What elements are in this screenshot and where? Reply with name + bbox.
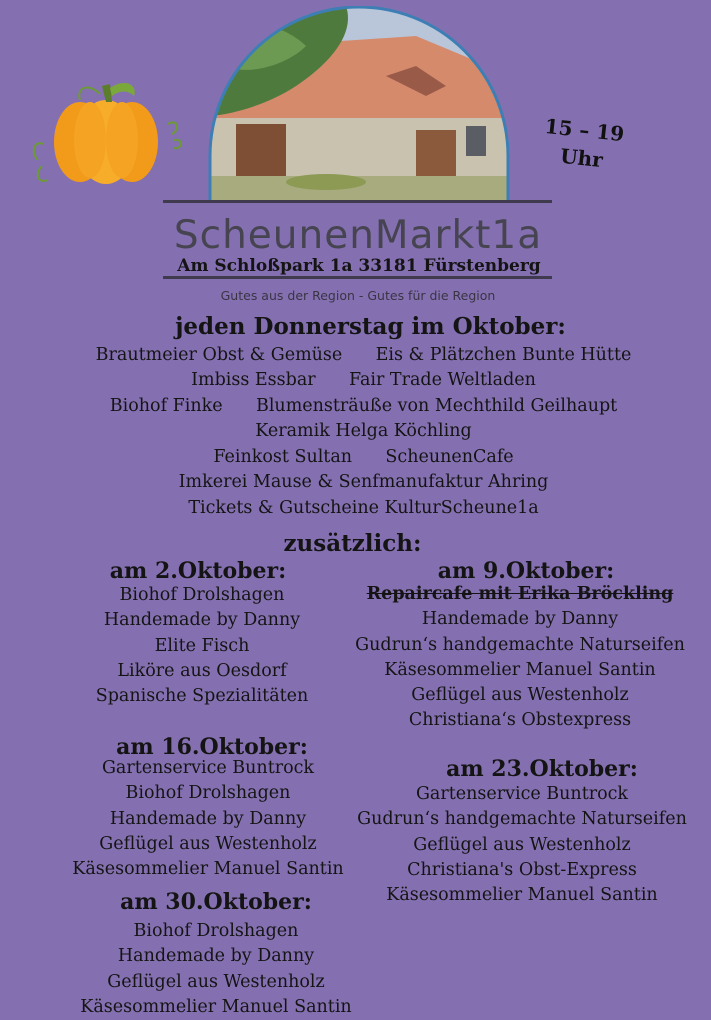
- time-unit: Uhr: [559, 143, 604, 173]
- divider-top: [163, 200, 552, 203]
- vendor-list-oct30: [66, 919, 366, 1020]
- list-item: Handemade by Danny: [103, 610, 301, 631]
- list-item: Käsesommelier Manuel Santin: [72, 859, 344, 880]
- list-item: Biohof Drolshagen: [119, 585, 285, 605]
- list-item: Tickets & Gutscheine KulturScheune1a: [188, 498, 539, 518]
- address: Am Schloßpark 1a 33181 Fürstenberg: [177, 256, 541, 276]
- time-range: 15 – 19: [543, 113, 626, 147]
- date-heading-oct9: am 9.Oktober:: [437, 558, 615, 584]
- list-item: Biohof Drolshagen: [125, 783, 291, 804]
- vendor-list-oct23: [342, 782, 702, 908]
- list-item: Liköre aus Oesdorf: [117, 660, 287, 681]
- list-item: Biohof Finke Blumensträuße von Mechthild Geilhaupt: [109, 396, 618, 416]
- list-item: Gartenservice Buntrock: [101, 758, 315, 778]
- list-item: Imkerei Mause & Senfmanufaktur Ahring: [178, 472, 549, 492]
- date-heading-oct2: am 2.Oktober:: [109, 558, 287, 584]
- tagline: Gutes aus der Region - Gutes für die Region: [220, 288, 496, 303]
- vendor-list-oct16: [58, 756, 358, 882]
- list-item: Christiana‘s Obstexpress: [408, 710, 632, 731]
- list-item: Keramik Helga Köchling: [255, 421, 472, 441]
- list-item: Brautmeier Obst & Gemüse Eis & Plätzchen Bunte Hütte: [95, 345, 632, 365]
- list-item: Geflügel aus Westenholz: [107, 971, 325, 992]
- barn-photo: [206, 6, 512, 202]
- vendor-list-oct9: [340, 582, 700, 734]
- list-item: Handemade by Danny: [117, 946, 315, 967]
- list-item: Elite Fisch: [154, 635, 250, 656]
- date-heading-oct23: am 23.Oktober:: [446, 756, 638, 782]
- list-item: Käsesommelier Manuel Santin: [386, 885, 658, 906]
- list-item: Feinkost Sultan ScheunenCafe: [213, 447, 514, 467]
- list-item: Handemade by Danny: [109, 808, 307, 829]
- list-item: Gudrun‘s handgemachte Naturseifen: [357, 809, 687, 830]
- page-title: ScheunenMarkt1a: [173, 213, 543, 258]
- list-item: Gartenservice Buntrock: [415, 784, 629, 804]
- opening-hours: [525, 110, 640, 177]
- weekly-heading: jeden Donnerstag im Oktober:: [175, 313, 566, 340]
- list-item: Handemade by Danny: [421, 609, 619, 630]
- cancelled-item: Repaircafe mit Erika Bröckling: [366, 584, 674, 604]
- date-heading-oct16: am 16.Oktober:: [116, 734, 308, 760]
- pumpkin-icon: [28, 74, 184, 198]
- list-item: Spanische Spezialitäten: [95, 686, 309, 707]
- list-item: Imbiss Essbar Fair Trade Weltladen: [191, 370, 536, 390]
- divider-bottom: [163, 276, 552, 279]
- extra-heading: zusätzlich:: [283, 530, 422, 557]
- vendor-list-oct2: [52, 583, 352, 709]
- list-item: Biohof Drolshagen: [133, 921, 299, 941]
- list-item: Käsesommelier Manuel Santin: [384, 659, 656, 680]
- list-item: Gudrun‘s handgemachte Naturseifen: [355, 634, 685, 655]
- list-item: Christiana's Obst-Express: [407, 859, 637, 880]
- date-heading-oct30: am 30.Oktober:: [120, 889, 312, 915]
- list-item: Geflügel aus Westenholz: [413, 834, 631, 855]
- list-item: Geflügel aus Westenholz: [99, 833, 317, 854]
- list-item: Käsesommelier Manuel Santin: [80, 996, 352, 1017]
- list-item: Geflügel aus Westenholz: [411, 685, 629, 706]
